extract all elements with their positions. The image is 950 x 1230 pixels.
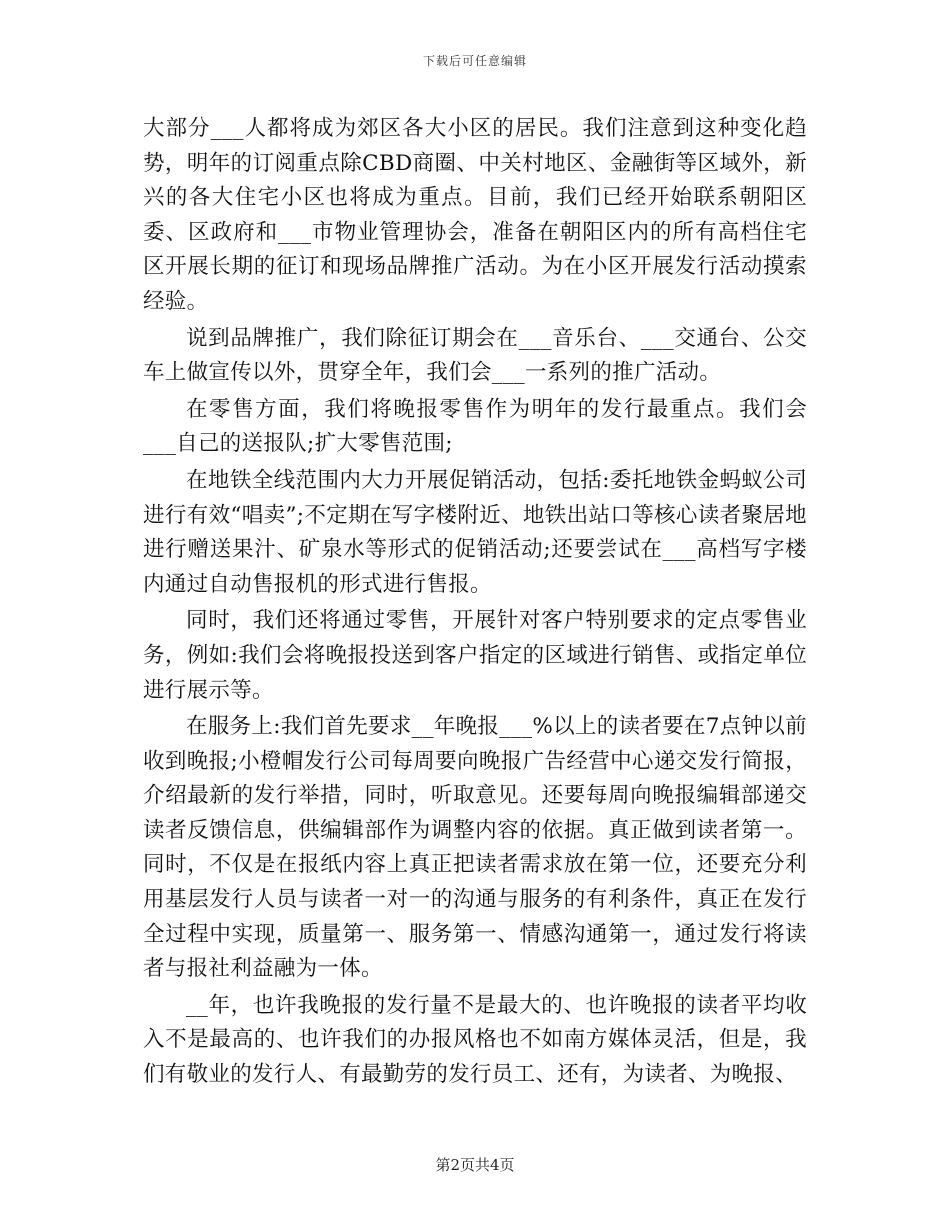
page-number: 第2页共4页: [435, 1156, 515, 1174]
paragraph: 在地铁全线范围内大力开展促销活动，包括:委托地铁金蚂蚁公司进行有效“唱卖”;不定期在写字楼附近、地铁出站口等核心读者聚居地进行赠送果汁、矿泉水等形式的促销活动;还要尝试在___高档写字楼内通过自动售报机的形式进行售报。: [143, 467, 807, 597]
paragraph: 说到品牌推广，我们除征订期会在___音乐台、___交通台、公交车上做宣传以外，贯穿全年，我们会___一系列的推广活动。: [143, 325, 807, 386]
paragraph: __年，也许我晚报的发行量不是最大的、也许晚报的读者平均收入不是最高的、也许我们的办报风格也不如南方媒体灵活，但是，我们有敬业的发行人、有最勤劳的发行员工、还有，为读者、为晚报、: [143, 992, 807, 1088]
paragraph: 在零售方面，我们将晚报零售作为明年的发行最重点。我们会___自己的送报队;扩大零售范围;: [143, 396, 807, 457]
paragraph: 在服务上:我们首先要求__年晚报___%以上的读者要在7点钟以前收到晚报;小橙帽发行公司每周要向晚报广告经营中心递交发行简报，介绍最新的发行举措，同时，听取意见。还要每周向晚报编辑部递交读者反馈信息，供编辑部作为调整内容的依据。真正做到读者第一。同时，不仅是在报纸内容上真正把读者需求放在第一位，还要充分利用基层发行人员与读者一对一的沟通与服务的有利条件，真正在发行全过程中实现，质量第一、服务第一、情感沟通第一，通过发行将读者与报社利益融为一体。: [143, 714, 807, 982]
paragraph: 大部分___人都将成为郊区各大小区的居民。我们注意到这种变化趋势，明年的订阅重点除CBD商圈、中关村地区、金融街等区域外，新兴的各大住宅小区也将成为重点。目前，我们已经开始联系朝阳区委、区政府和___市物业管理协会，准备在朝阳区内的所有高档住宅区开展长期的征订和现场品牌推广活动。为在小区开展发行活动摸索经验。: [143, 116, 807, 314]
paragraph: 同时，我们还将通过零售，开展针对客户特别要求的定点零售业务，例如:我们会将晚报投送到客户指定的区域进行销售、或指定单位进行展示等。: [143, 608, 807, 703]
page-header: 下载后可任意编辑: [422, 54, 527, 68]
document-body: [143, 112, 807, 1095]
